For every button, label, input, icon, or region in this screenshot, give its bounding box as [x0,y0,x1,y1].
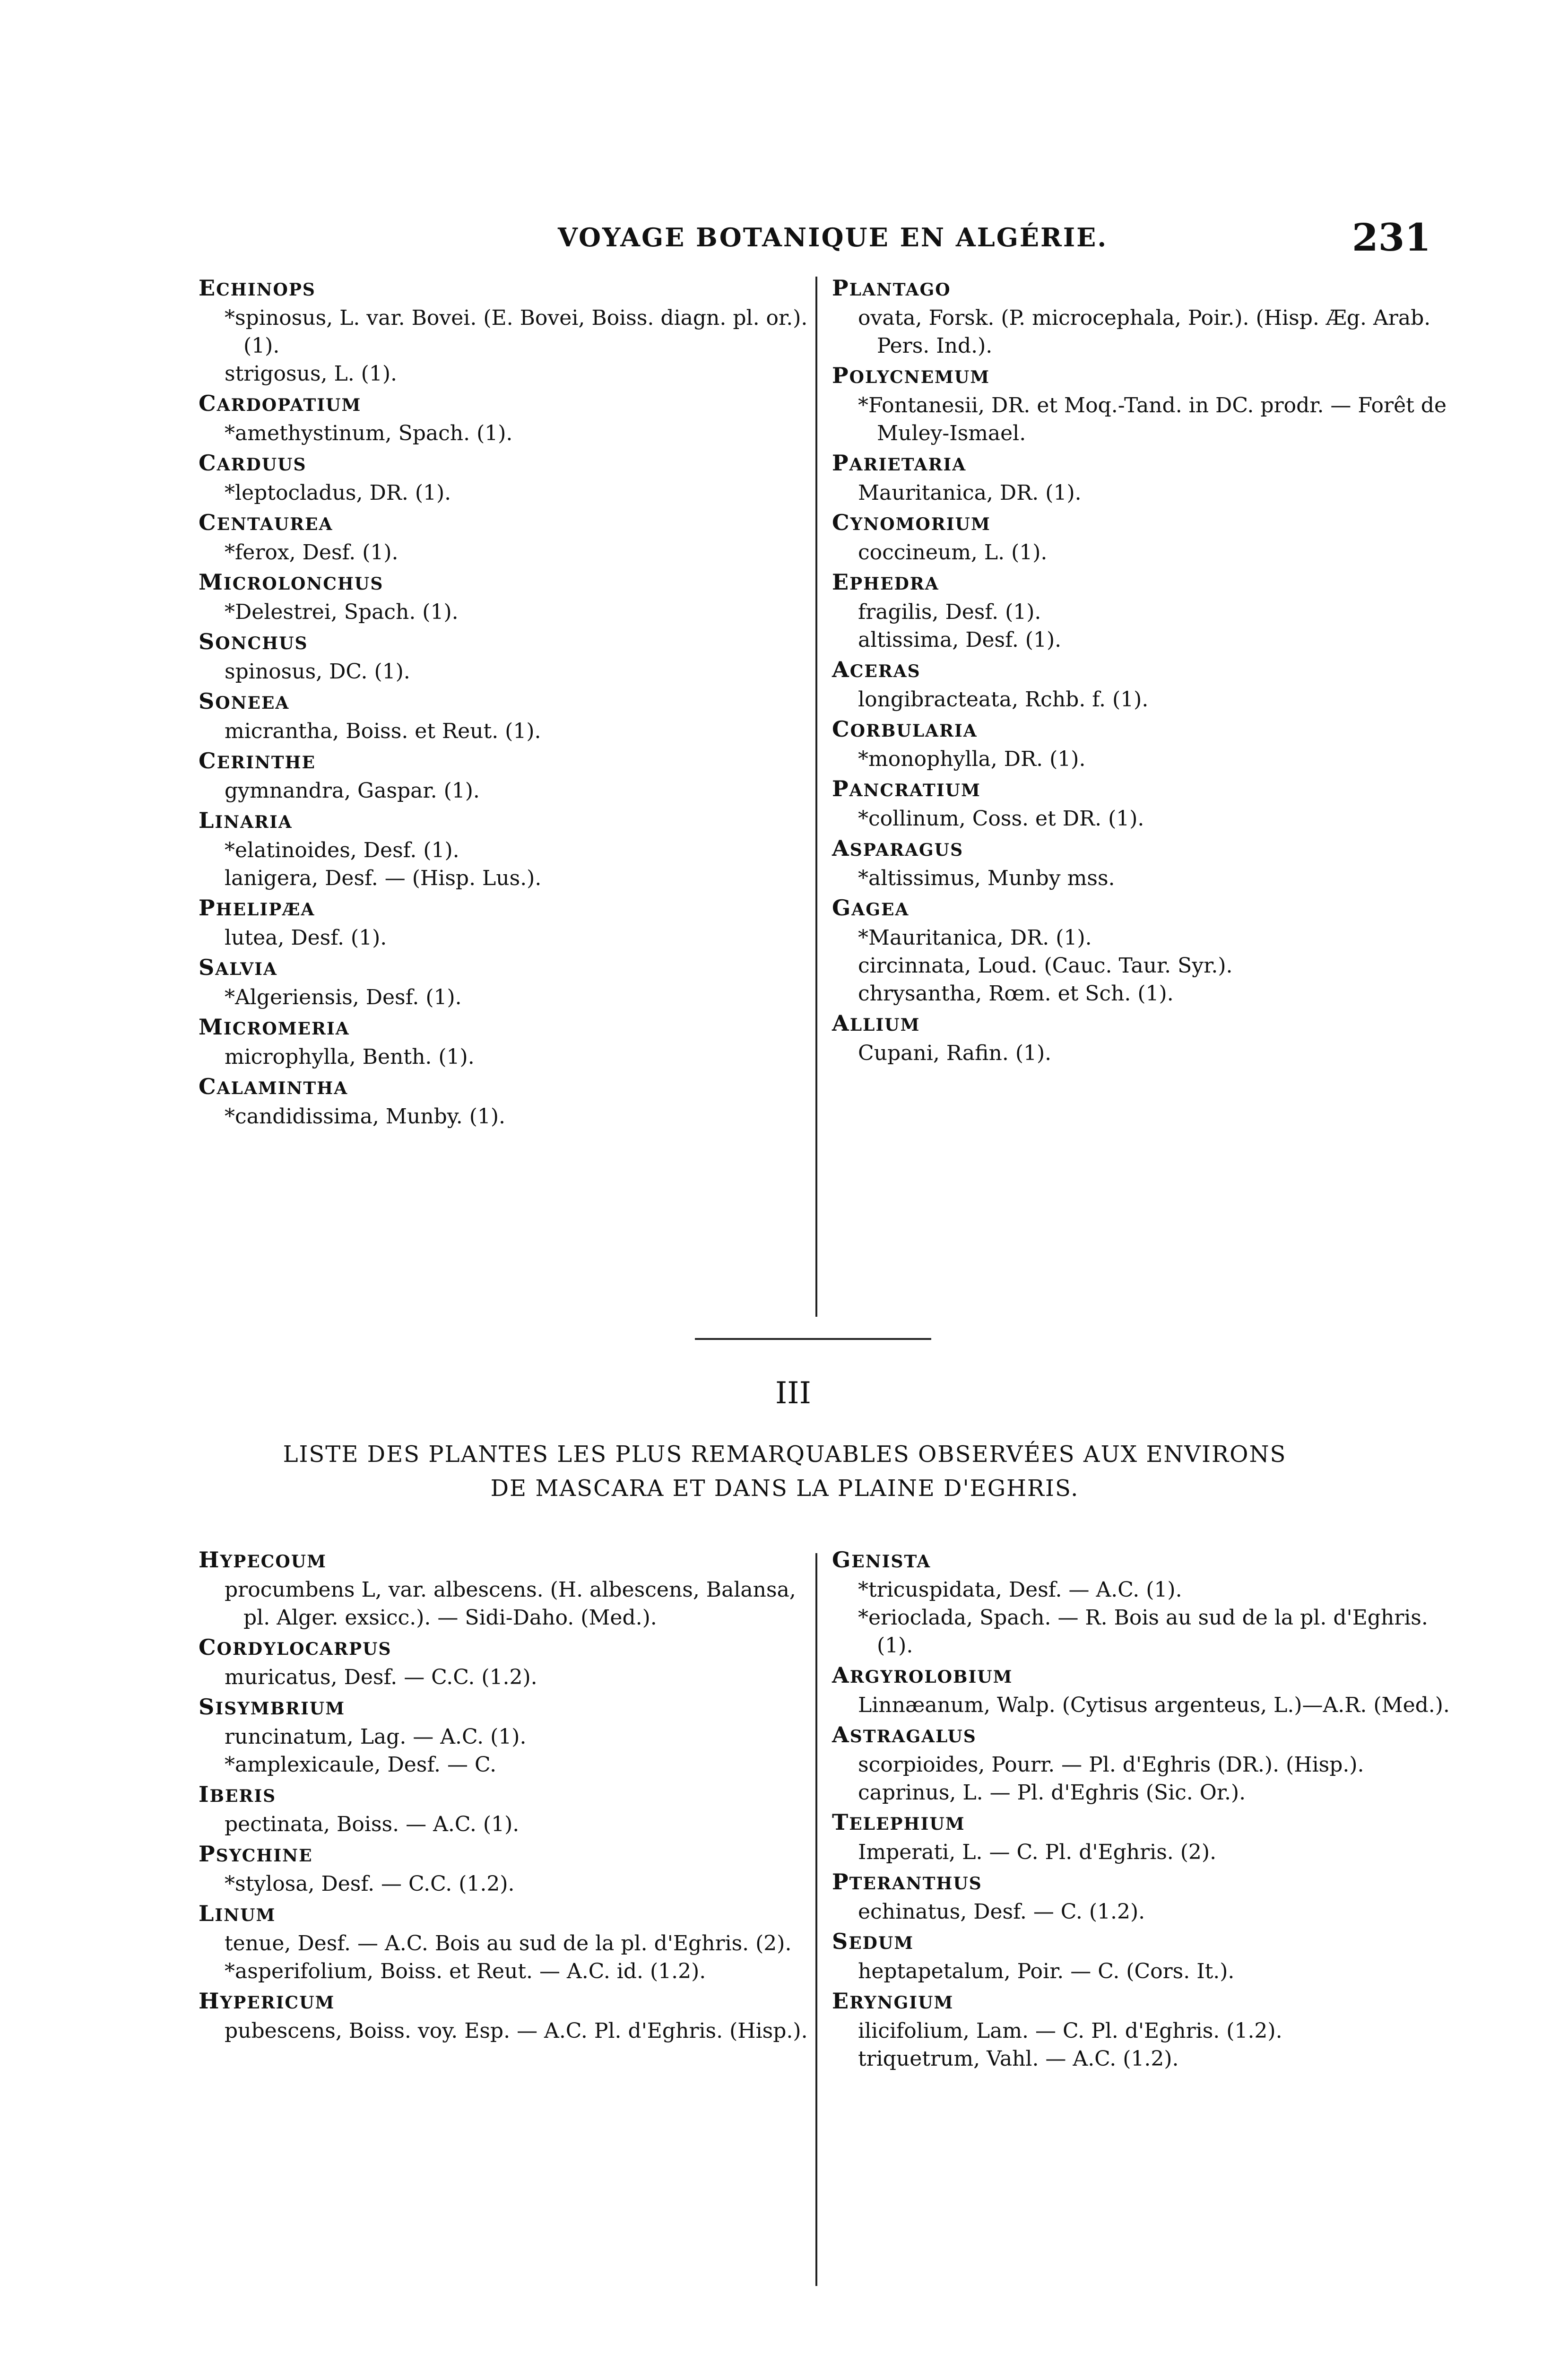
genus-name: ECHINOPS [199,275,316,301]
genus-name: TELEPHIUM [832,1809,965,1835]
genus-entry [199,807,813,892]
genus-name: ASTRAGALUS [832,1722,977,1747]
species-list-column [199,274,813,1132]
species-line: *leptocladus, DR. (1). [225,481,451,505]
genus-entry [199,894,813,952]
species-line: procumbens L, var. albescens. (H. albescens, Balansa, pl. Alger. exsicc.). — Sidi-Daho. (Med.). [225,1578,796,1630]
genus-entry [832,1928,1456,1985]
genus-name: GENISTA [832,1547,931,1573]
species-line: caprinus, L. — Pl. d'Eghris (Sic. Or.). [858,1781,1246,1805]
species-line: heptapetalum, Poir. — C. (Cors. It.). [858,1959,1235,1983]
genus-entry [199,1781,813,1838]
genus-name: MICROMERIA [199,1014,350,1040]
genus-name: PARIETARIA [832,450,967,476]
species-line: ilicifolium, Lam. — C. Pl. d'Eghris. (1.2). [858,2019,1282,2043]
species-line: lanigera, Desf. — (Hisp. Lus.). [225,866,542,890]
species-line: chrysantha, Rœm. et Sch. (1). [858,982,1174,1006]
species-line: spinosus, DC. (1). [225,660,410,684]
genus-entry [832,715,1456,773]
column-divider [815,277,817,1317]
species-line: *Mauritanica, DR. (1). [858,926,1092,950]
genus-entry [832,834,1456,892]
genus-entry [199,274,813,388]
genus-name: HYPERICUM [199,1988,335,2014]
species-line: *asperifolium, Boiss. et Reut. — A.C. id. (1.2). [225,1959,706,1983]
column-divider [815,1553,817,2286]
species-list-column [832,1546,1456,2075]
genus-name: EPHEDRA [832,569,939,595]
species-line: *collinum, Coss. et DR. (1). [858,807,1144,831]
genus-entry [832,1009,1456,1067]
genus-name: ASPARAGUS [832,835,964,861]
species-line: triquetrum, Vahl. — A.C. (1.2). [858,2047,1179,2071]
species-line: *ferox, Desf. (1). [225,540,398,565]
species-line: *amethystinum, Spach. (1). [225,421,513,445]
genus-name: GAGEA [832,895,910,921]
species-line: echinatus, Desf. — C. (1.2). [858,1900,1145,1924]
genus-name: SEDUM [832,1929,914,1954]
genus-entry [832,449,1456,507]
running-title: VOYAGE BOTANIQUE EN ALGÉRIE. [558,222,1108,252]
page-number: 231 [1352,215,1431,260]
section-number: III [775,1376,811,1411]
genus-entry [199,687,813,745]
genus-name: CERINTHE [199,748,316,774]
species-line: *stylosa, Desf. — C.C. (1.2). [225,1872,515,1896]
genus-entry [832,1661,1456,1719]
genus-name: PLANTAGO [832,275,951,301]
genus-name: PANCRATIUM [832,776,981,801]
species-line: ovata, Forsk. (P. microcephala, Poir.). (Hisp. Æg. Arab. Pers. Ind.). [858,306,1431,358]
species-line: *Fontanesii, DR. et Moq.-Tand. in DC. prodr. — Forêt de Muley-Ismael. [858,393,1447,445]
genus-name: CARDUUS [199,450,307,476]
species-line: coccineum, L. (1). [858,540,1048,565]
genus-name: CORBULARIA [832,716,978,742]
section-divider [695,1338,931,1340]
species-line: *altissimus, Munby mss. [858,866,1115,890]
species-line: *tricuspidata, Desf. — A.C. (1). [858,1578,1182,1602]
genus-name: IBERIS [199,1782,277,1807]
section-title [151,1437,1418,1505]
genus-entry [832,362,1456,447]
genus-name: LINARIA [199,808,293,833]
genus-entry [832,775,1456,833]
genus-name: SISYMBRIUM [199,1694,346,1720]
species-line: *erioclada, Spach. — R. Bois au sud de la pl. d'Eghris. (1). [858,1606,1428,1658]
genus-entry [199,1013,813,1071]
species-line: runcinatum, Lag. — A.C. (1). [225,1725,527,1749]
genus-name: ERYNGIUM [832,1988,954,2014]
genus-entry [199,1546,813,1632]
genus-name: CENTAUREA [199,510,333,535]
species-line: Cupani, Rafin. (1). [858,1041,1052,1065]
genus-name: SONEEA [199,688,290,714]
genus-name: SONCHUS [199,629,308,654]
genus-entry [199,1693,813,1779]
genus-name: MICROLONCHUS [199,569,384,595]
genus-entry [199,449,813,507]
genus-entry [832,1721,1456,1807]
species-line: longibracteata, Rchb. f. (1). [858,687,1149,712]
genus-name: HYPECOUM [199,1547,327,1573]
genus-entry [199,390,813,447]
genus-entry [832,509,1456,566]
genus-entry [199,954,813,1011]
species-line: *amplexicaule, Desf. — C. [225,1753,497,1777]
genus-entry [832,1987,1456,2073]
section-title-line: LISTE DES PLANTES LES PLUS REMARQUABLES OBSERVÉES AUX ENVIRONS [283,1441,1287,1468]
species-line: micrantha, Boiss. et Reut. (1). [225,719,541,743]
genus-entry [199,1073,813,1130]
species-line: *elatinoides, Desf. (1). [225,838,459,862]
genus-name: CALAMINTHA [199,1074,348,1099]
species-line: Linnæanum, Walp. (Cytisus argenteus, L.)—A.R. (Med.). [858,1693,1450,1717]
genus-name: ARGYROLOBIUM [832,1662,1013,1688]
species-line: *candidissima, Munby. (1). [225,1104,506,1129]
genus-entry [199,1987,813,2045]
species-line: scorpioides, Pourr. — Pl. d'Eghris (DR.). (Hisp.). [858,1753,1364,1777]
species-line: *Delestrei, Spach. (1). [225,600,459,624]
genus-entry [832,894,1456,1008]
genus-entry [832,1546,1456,1660]
genus-entry [199,509,813,566]
genus-name: CARDOPATIUM [199,391,362,416]
genus-name: SALVIA [199,955,277,980]
genus-name: PHELIPÆA [199,895,315,921]
genus-entry [199,1840,813,1898]
genus-name: CYNOMORIUM [832,510,991,535]
genus-name: PSYCHINE [199,1841,313,1867]
genus-entry [832,568,1456,654]
species-line: tenue, Desf. — A.C. Bois au sud de la pl. d'Eghris. (2). [225,1931,792,1956]
species-line: Mauritanica, DR. (1). [858,481,1082,505]
species-line: lutea, Desf. (1). [225,926,387,950]
genus-name: POLYCNEMUM [832,363,990,388]
genus-name: CORDYLOCARPUS [199,1634,392,1660]
species-line: *monophylla, DR. (1). [858,747,1086,771]
species-line: *Algeriensis, Desf. (1). [225,985,462,1009]
species-line: muricatus, Desf. — C.C. (1.2). [225,1665,537,1689]
genus-name: LINUM [199,1901,276,1926]
species-line: fragilis, Desf. (1). [858,600,1041,624]
genus-entry [199,628,813,686]
species-line: pectinata, Boiss. — A.C. (1). [225,1812,520,1836]
genus-name: PTERANTHUS [832,1869,982,1895]
genus-entry [199,747,813,805]
genus-entry [832,656,1456,713]
species-line: altissima, Desf. (1). [858,628,1062,652]
species-line: pubescens, Boiss. voy. Esp. — A.C. Pl. d'Eghris. (Hisp.). [225,2019,808,2043]
genus-name: ALLIUM [832,1010,920,1036]
species-line: *spinosus, L. var. Bovei. (E. Bovei, Boiss. diagn. pl. or.). (1). [225,306,808,358]
genus-entry [199,1900,813,1985]
species-line: Imperati, L. — C. Pl. d'Eghris. (2). [858,1840,1217,1864]
species-list-column [832,274,1456,1069]
genus-entry [832,1808,1456,1866]
genus-entry [199,568,813,626]
species-line: circinnata, Loud. (Cauc. Taur. Syr.). [858,954,1233,978]
genus-entry [832,274,1456,360]
species-line: strigosus, L. (1). [225,362,397,386]
genus-entry [832,1868,1456,1926]
species-list-column [199,1546,813,2047]
genus-entry [199,1634,813,1691]
section-title-line: DE MASCARA ET DANS LA PLAINE D'EGHRIS. [490,1475,1079,1502]
species-line: gymnandra, Gaspar. (1). [225,779,480,803]
genus-name: ACERAS [832,657,921,682]
species-line: microphylla, Benth. (1). [225,1045,475,1069]
